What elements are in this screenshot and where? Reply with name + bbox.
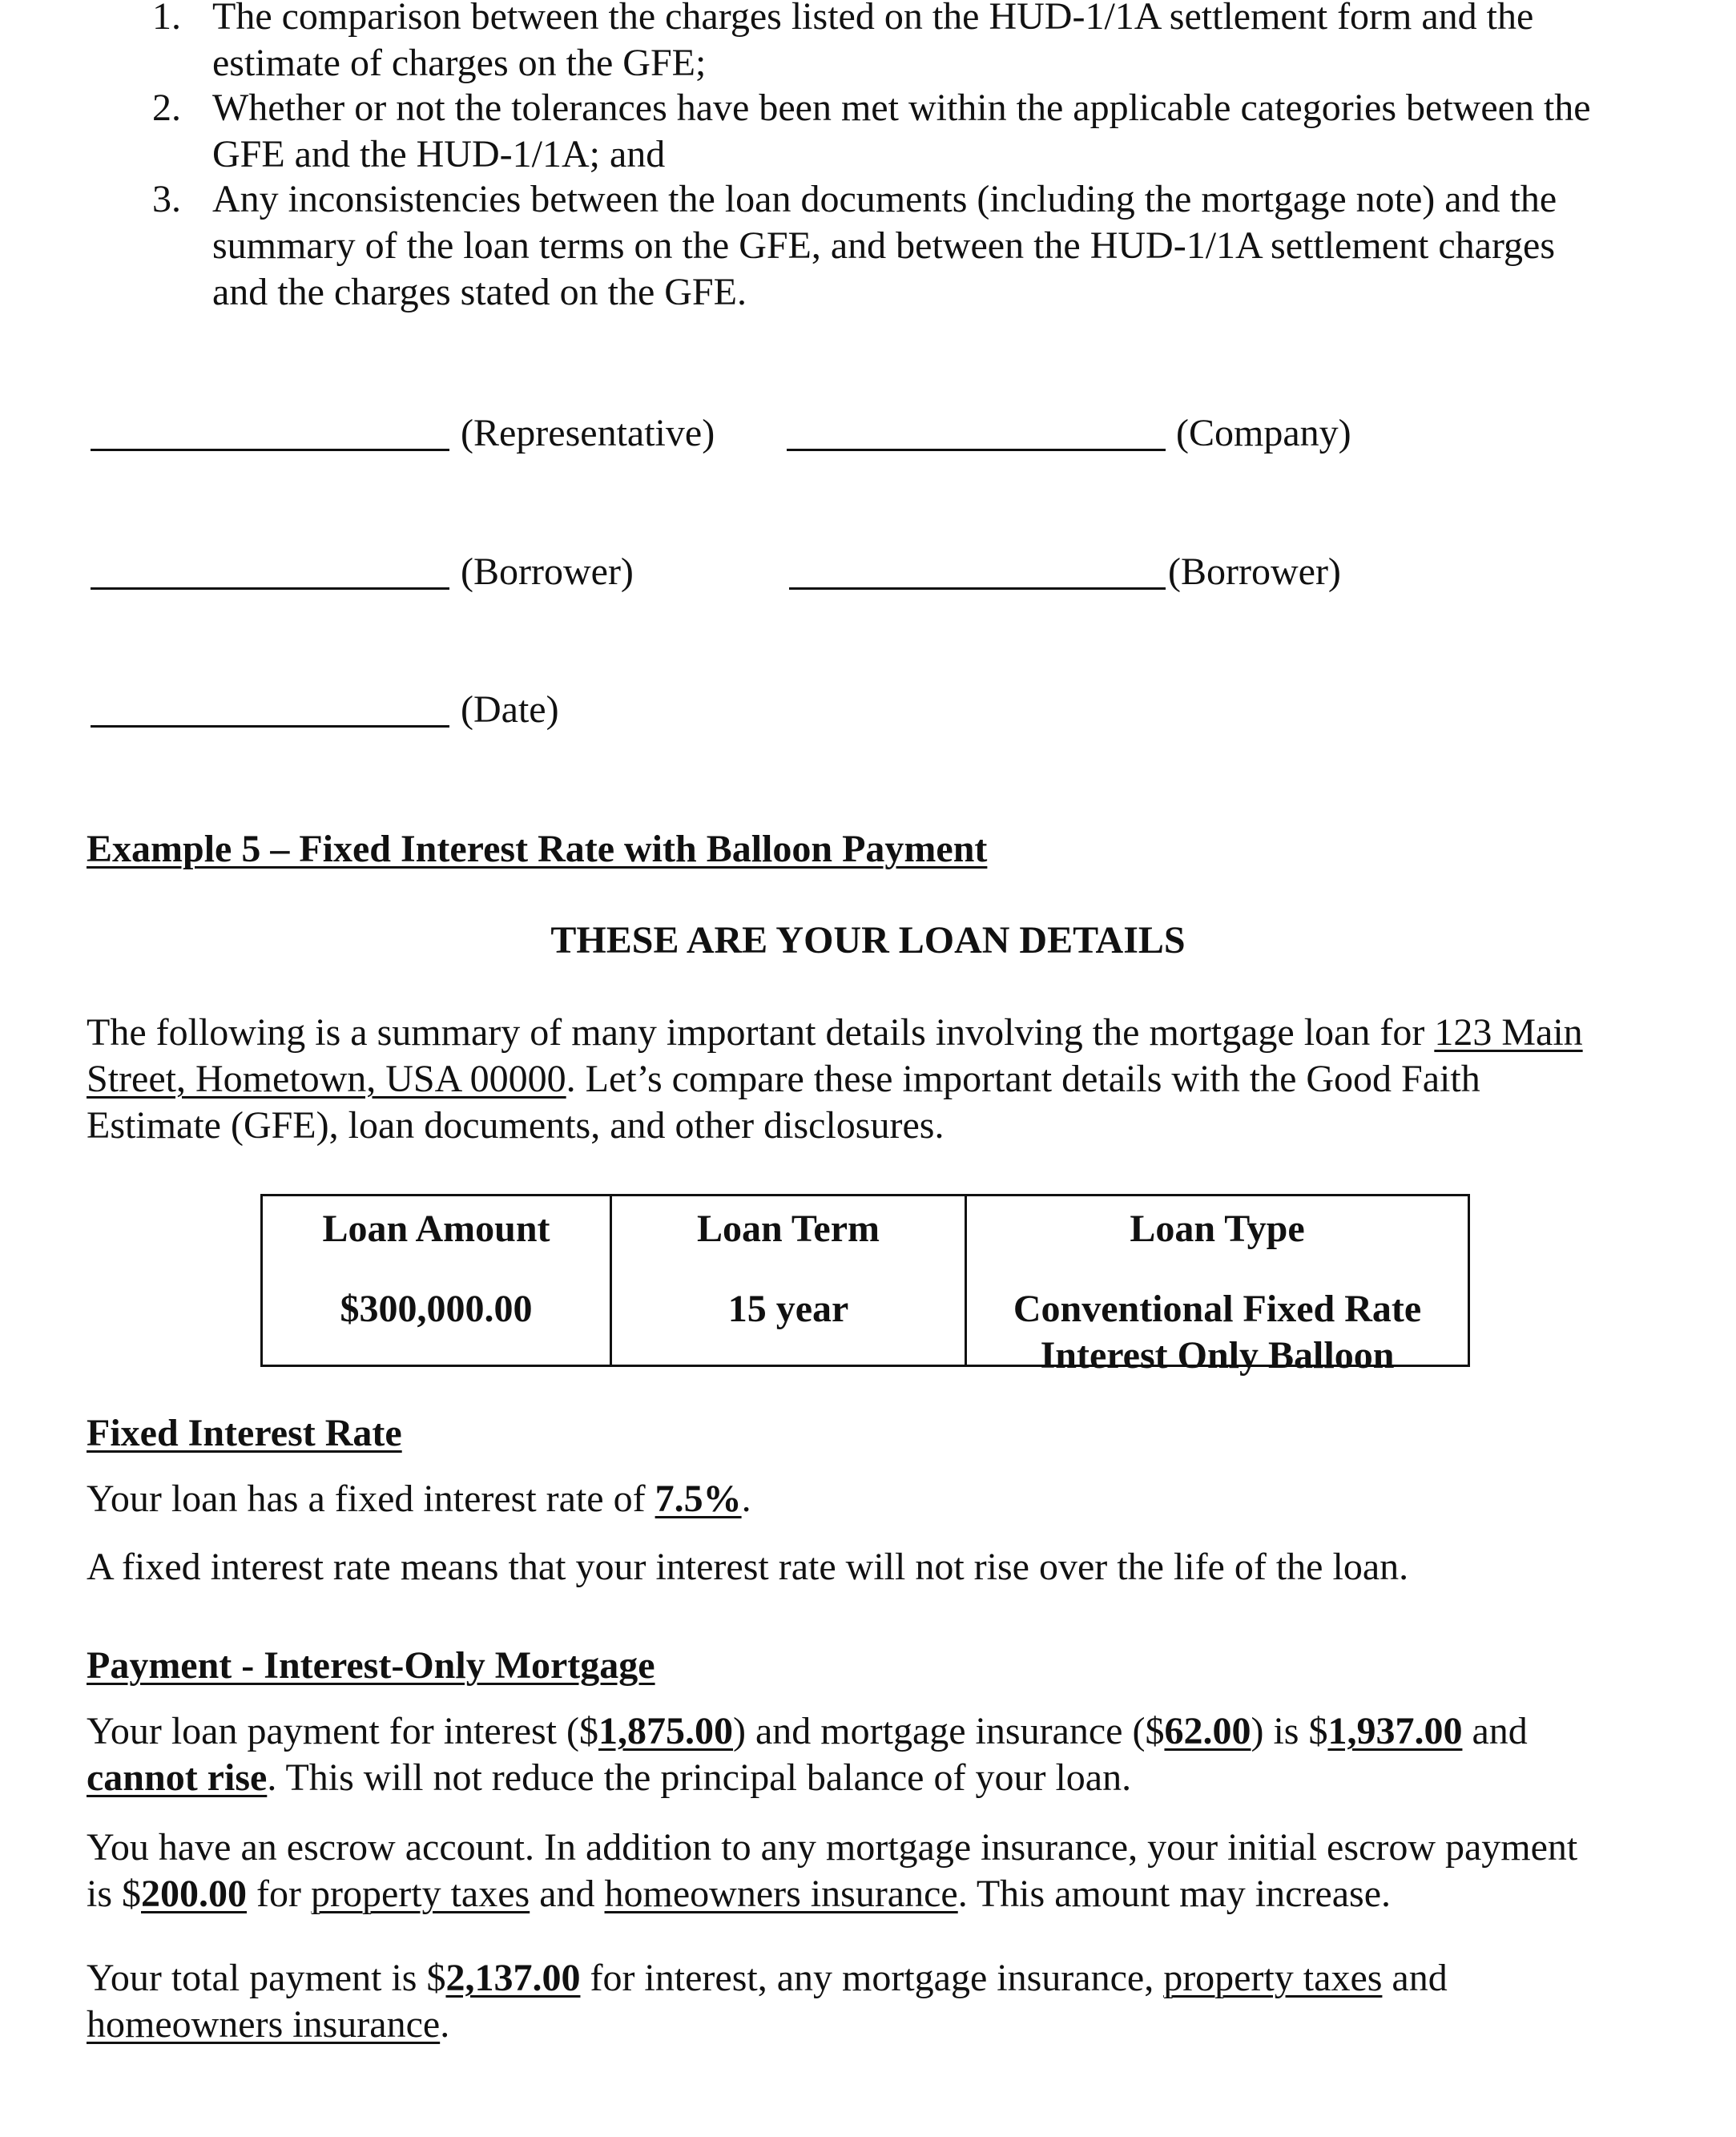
date-signature-line[interactable] <box>91 725 449 728</box>
example-heading: Example 5 – Fixed Interest Rate with Balloon Payment <box>87 828 988 870</box>
loan-summary-table <box>260 1194 1470 1377</box>
list-text-line: Any inconsistencies between the loan documents (including the mortgage note) and the <box>212 178 1557 220</box>
representative-label: (Representative) <box>461 412 715 454</box>
loan-type-value-line2: Interest Only Balloon <box>1040 1334 1395 1377</box>
loan-details-title: THESE ARE YOUR LOAN DETAILS <box>550 919 1186 962</box>
homeowners-insurance-link-2: homeowners insurance <box>87 2003 441 2046</box>
loan-term-header: Loan Term <box>696 1208 880 1250</box>
loan-type-value-line1: Conventional Fixed Rate <box>1013 1288 1422 1330</box>
list-number: 3. <box>152 178 181 220</box>
loan-type-column <box>967 1196 1468 1377</box>
mortgage-insurance-payment: 62.00 <box>1164 1710 1251 1752</box>
loan-type-header: Loan Type <box>1130 1208 1305 1250</box>
date-label: (Date) <box>461 688 559 731</box>
loan-term-column <box>612 1196 965 1365</box>
company-label: (Company) <box>1176 412 1351 454</box>
monthly-total: 1,937.00 <box>1327 1710 1463 1752</box>
list-number: 2. <box>152 87 181 129</box>
summary-line-1: The following is a summary of many important details involving the mortgage loan for 123 Main <box>87 1011 1583 1054</box>
list-text-line: estimate of charges on the GFE; <box>212 42 707 84</box>
list-text-line: The comparison between the charges listed on the HUD-1/1A settlement form and the <box>212 0 1534 38</box>
homeowners-insurance-link: homeowners insurance <box>604 1873 958 1915</box>
loan-amount-header: Loan Amount <box>322 1208 550 1250</box>
interest-payment: 1,875.00 <box>598 1710 733 1752</box>
list-text-line: Whether or not the tolerances have been met within the applicable categories between the <box>212 87 1591 129</box>
loan-amount-value: $300,000.00 <box>340 1288 533 1330</box>
payment-paragraph-3: Your total payment is $2,137.00 for interest, any mortgage insurance, property taxes and homeowners insurance. <box>87 1957 1448 2046</box>
cannot-rise: cannot rise <box>87 1756 268 1799</box>
escrow-payment: 200.00 <box>141 1873 248 1915</box>
total-payment: 2,137.00 <box>445 1957 581 1999</box>
borrower-label-2: (Borrower) <box>1168 550 1341 593</box>
borrower-signature-line-2[interactable] <box>789 587 1166 590</box>
list-number: 1. <box>152 0 181 38</box>
summary-line-3: Estimate (GFE), loan documents, and other disclosures. <box>87 1104 945 1147</box>
list-text-line: and the charges stated on the GFE. <box>212 271 747 313</box>
loan-amount-column <box>263 1196 610 1365</box>
company-signature-line[interactable] <box>787 449 1166 451</box>
property-taxes-link-2: property taxes <box>1163 1957 1383 1999</box>
borrower-label-1: (Borrower) <box>461 550 634 593</box>
property-address-cont: Street, Hometown, USA 00000 <box>87 1058 566 1100</box>
list-text-line: GFE and the HUD-1/1A; and <box>212 133 666 175</box>
interest-rate: 7.5% <box>655 1478 742 1520</box>
summary-paragraph <box>87 1010 1657 1149</box>
representative-signature-line[interactable] <box>91 449 449 451</box>
payment-heading: Payment - Interest-Only Mortgage <box>87 1644 655 1687</box>
summary-line-2: Street, Hometown, USA 00000. Let’s compare these important details with the Good Faith <box>87 1058 1480 1100</box>
fixed-rate-line-1: Your loan has a fixed interest rate of 7.5%. <box>87 1478 751 1520</box>
payment-paragraph-1: Your loan payment for interest ($1,875.00) and mortgage insurance ($62.00) is $1,937.00 and cannot rise. This will not reduce the principal balance of your loan. <box>87 1710 1528 1799</box>
fixed-rate-line-2: A fixed interest rate means that your interest rate will not rise over the life of the loan. <box>87 1546 1409 1588</box>
payment-paragraph-2: You have an escrow account. In addition to any mortgage insurance, your initial escrow payment is $200.00 for property taxes and homeowners insurance. This amount may increase. <box>87 1826 1578 1915</box>
list-text-line: summary of the loan terms on the GFE, and between the HUD-1/1A settlement charges <box>212 224 1556 267</box>
fixed-rate-heading: Fixed Interest Rate <box>87 1412 402 1454</box>
property-address: 123 Main <box>1434 1011 1583 1054</box>
loan-term-value: 15 year <box>727 1288 849 1330</box>
borrower-signature-line-1[interactable] <box>91 587 449 590</box>
property-taxes-link: property taxes <box>310 1873 530 1915</box>
